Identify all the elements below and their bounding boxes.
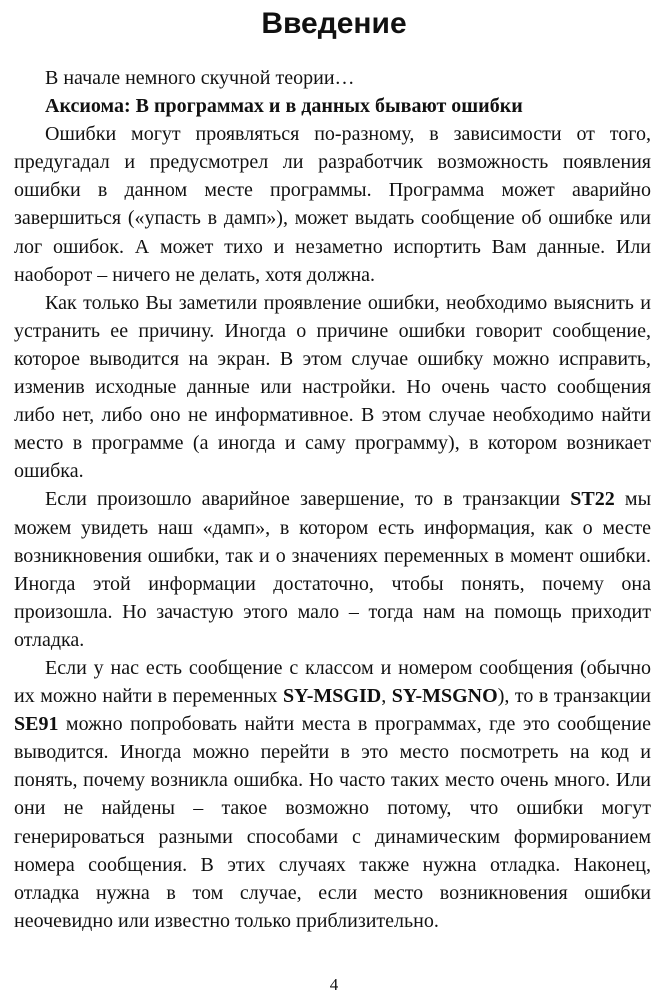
p4-text-g: можно попробовать найти места в программах, где это сообщение выводится. Иногда можно перейти в это место посмотреть на код и понять, почему возникла ошибка. Но часто таких место очень много. Или они не найдены – такое возможно потому, что ошибки могут генерироваться разными способами с динамическим формированием номера сообщения. В этих случаях также нужна отладка. Наконец, отладка нужна в том случае, если место возникновения ошибки неочевидно или известно только приблизительно.: [14, 713, 651, 932]
p4-text-a: Если у нас есть сообщение с классом и номером сообщения (обычно их можно найти в переменных: [14, 656, 651, 708]
p4-text-e: ), то в транзакции: [497, 685, 652, 708]
p3-text-c: мы можем увидеть наш «дамп», в котором есть информация, как о месте возникновения ошибки, так и о значениях переменных в момент ошибки. Иногда этой информации достаточно, чтобы понять, почему она произошла. Но зачастую этого мало – тогда нам на помощь приходит отладка.: [14, 488, 652, 651]
paragraph-2: Как только Вы заметили проявление ошибки, необходимо выяснить и устранить ее причину. Иногда о причине ошибки говорит сообщение, которое выводится на экран. В этом случае ошибку можно исправить, изменив исходные данные или настройки. Но очень часто сообщения либо нет, либо оно не информативное. В этом случае необходимо найти место в программе (а иногда и саму программу), в котором возникает ошибка.: [14, 291, 651, 483]
transaction-st22: ST22: [570, 488, 615, 511]
page-title: Введение: [261, 7, 407, 40]
p4-text-c: ,: [381, 685, 392, 708]
text-body: [14, 64, 651, 935]
paragraph-3: [14, 485, 651, 654]
intro-paragraph: В начале немного скучной теории…: [45, 67, 355, 89]
axiom-text: Аксиома: В программах и в данных бывают ошибки: [45, 95, 523, 118]
paragraph-4: [14, 654, 651, 935]
axiom-paragraph: [14, 92, 651, 120]
variable-sy-msgid: SY-MSGID: [283, 685, 382, 708]
page-number: 4: [329, 975, 339, 994]
variable-sy-msgno: SY-MSGNO: [391, 685, 498, 708]
paragraph-1: Ошибки могут проявляться по-разному, в зависимости от того, предугадал и предусмотрел ли разработчик возможность появления ошибки в данном месте программы. Программа может аварийно завершиться («упасть в дамп»), может выдать сообщение об ошибке или лог ошибок. А может тихо и незаметно испортить Вам данные. Или наоборот – ничего не делать, хотя должна.: [14, 123, 651, 286]
p3-text-a: Если произошло аварийное завершение, то в транзакции: [45, 488, 571, 511]
transaction-se91: SE91: [14, 713, 59, 736]
